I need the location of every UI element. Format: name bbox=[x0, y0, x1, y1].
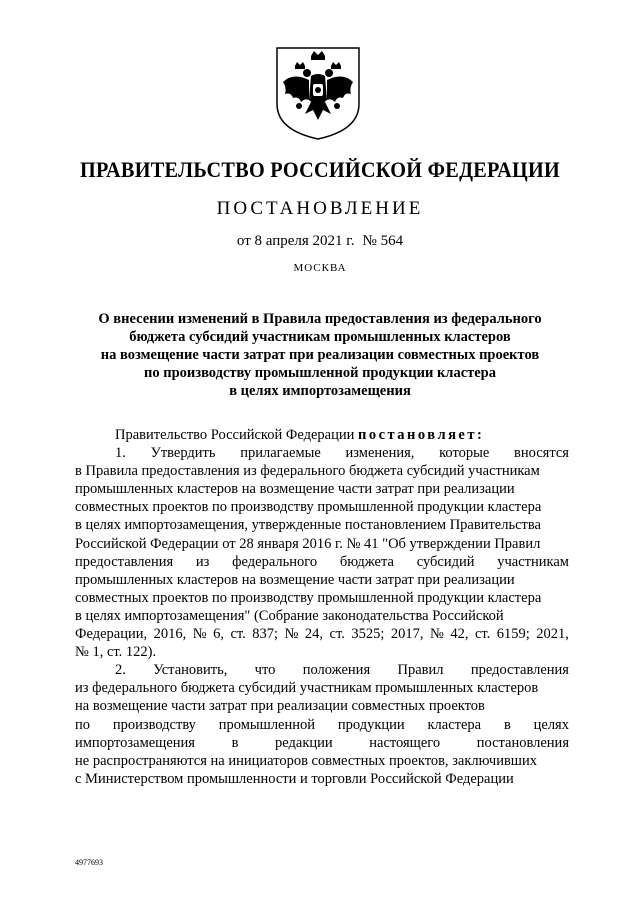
word: Правил bbox=[397, 662, 444, 679]
word: Утвердить bbox=[150, 445, 216, 462]
word: 2016, bbox=[153, 626, 187, 643]
city: МОСКВА bbox=[293, 262, 347, 274]
document-id: 4977693 bbox=[75, 858, 103, 867]
title-line: по производству промышленной продукции кластера bbox=[143, 365, 496, 381]
paragraph-line: из федерального бюджета субсидий участникам промышленных кластеров bbox=[75, 680, 539, 697]
resolution-verb: постановляет: bbox=[357, 427, 485, 443]
word: в bbox=[231, 734, 239, 751]
word: кластера bbox=[427, 716, 482, 733]
word: промышленной bbox=[218, 716, 316, 733]
word: предоставления bbox=[75, 553, 174, 570]
paragraph-line bbox=[75, 716, 569, 734]
word: постановления bbox=[476, 734, 569, 751]
paragraph-line: совместных проектов по производству промышленной продукции кластера bbox=[75, 589, 542, 606]
word: 42, bbox=[450, 626, 469, 643]
word: № bbox=[284, 626, 299, 643]
word: в bbox=[503, 716, 511, 733]
word: бюджета bbox=[339, 553, 394, 570]
word: 2017, bbox=[390, 626, 424, 643]
paragraph-line bbox=[75, 444, 569, 462]
paragraph-line: с Министерством промышленности и торговли Российской Федерации bbox=[75, 770, 514, 787]
document-number: № 564 bbox=[362, 233, 404, 249]
document-title bbox=[60, 310, 580, 400]
word: субсидий bbox=[416, 553, 475, 570]
word: по bbox=[75, 716, 91, 733]
word: положения bbox=[302, 662, 371, 679]
word: редакции bbox=[275, 734, 333, 751]
word: что bbox=[254, 662, 276, 679]
paragraph-line: в целях импортозамещения, утвержденные постановлением Правительства bbox=[75, 517, 541, 534]
word: федерального bbox=[232, 553, 318, 570]
paragraph-line: на возмещение части затрат при реализации совместных проектов bbox=[75, 698, 485, 715]
word: Установить, bbox=[153, 662, 228, 679]
title-line: на возмещение части затрат при реализации совместных проектов bbox=[100, 347, 540, 363]
paragraph-2 bbox=[75, 661, 569, 788]
title-line: бюджета субсидий участникам промышленных кластеров bbox=[129, 329, 511, 345]
paragraph-line bbox=[75, 661, 569, 679]
word: 6, bbox=[213, 626, 224, 643]
paragraph-line bbox=[75, 734, 569, 752]
word: участникам bbox=[497, 553, 569, 570]
word: 2. bbox=[115, 662, 126, 679]
word: 6159; bbox=[496, 626, 530, 643]
word: 2021, bbox=[536, 626, 569, 643]
title-line: в целях импортозамещения bbox=[229, 383, 411, 399]
word: 24, bbox=[304, 626, 324, 643]
word: которые bbox=[439, 445, 490, 462]
document-body bbox=[75, 426, 569, 788]
word: 837; bbox=[252, 626, 279, 643]
paragraph-line: № 1, ст. 122). bbox=[75, 644, 157, 661]
word: 3525; bbox=[351, 626, 385, 643]
word: импортозамещения bbox=[75, 734, 195, 751]
paragraph-line: промышленных кластеров на возмещение части затрат при реализации bbox=[75, 481, 515, 498]
paragraph-line: в Правила предоставления из федерального бюджета субсидий участникам bbox=[75, 463, 540, 480]
word: целях bbox=[533, 716, 569, 733]
word: изменения, bbox=[345, 445, 415, 462]
paragraph-1 bbox=[75, 444, 569, 661]
paragraph-line: в целях импортозамещения" (Собрание законодательства Российской bbox=[75, 607, 504, 624]
word: № bbox=[429, 626, 444, 643]
word: ст. bbox=[474, 626, 491, 643]
russian-coat-of-arms-icon bbox=[271, 42, 365, 142]
word: ст. bbox=[230, 626, 246, 643]
paragraph-line bbox=[75, 625, 569, 643]
word: производству bbox=[112, 716, 196, 733]
word: вносятся bbox=[514, 445, 569, 462]
word: ст. bbox=[329, 626, 345, 643]
title-line: О внесении изменений в Правила предоставления из федерального bbox=[98, 311, 542, 327]
word: предоставления bbox=[470, 662, 569, 679]
word: № bbox=[192, 626, 207, 643]
paragraph-line bbox=[75, 553, 569, 571]
intro-line bbox=[75, 426, 569, 444]
paragraph-line: Российской Федерации от 28 января 2016 г. № 41 "Об утверждении Правил bbox=[75, 535, 541, 552]
paragraph-line: промышленных кластеров на возмещение части затрат при реализации bbox=[75, 571, 515, 588]
document-type: ПОСТАНОВЛЕНИЕ bbox=[216, 198, 424, 219]
word: 1. bbox=[115, 445, 126, 462]
word: Федерации, bbox=[75, 626, 148, 643]
word: из bbox=[195, 553, 210, 570]
paragraph-line: не распространяются на инициаторов совместных проектов, заключивших bbox=[75, 752, 537, 769]
intro-text: Правительство Российской Федерации bbox=[115, 427, 355, 443]
document-date: от 8 апреля 2021 г. bbox=[236, 233, 355, 249]
paragraph-line: совместных проектов по производству промышленной продукции кластера bbox=[75, 499, 542, 516]
organization-name: ПРАВИТЕЛЬСТВО РОССИЙСКОЙ ФЕДЕРАЦИИ bbox=[79, 157, 561, 182]
word: продукции bbox=[337, 716, 405, 733]
word: настоящего bbox=[369, 734, 441, 751]
word: прилагаемые bbox=[240, 445, 321, 462]
date-line bbox=[0, 233, 640, 250]
